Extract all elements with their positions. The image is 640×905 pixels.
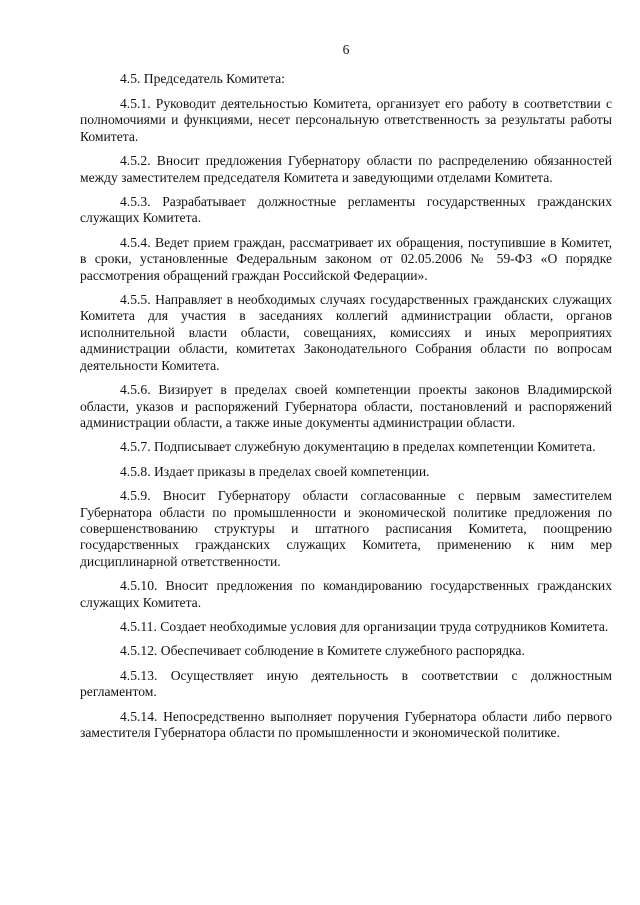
document-page [80, 42, 612, 749]
clause-4-5-2: 4.5.2. Вносит предложения Губернатору области по распределению обязанностей между заместителем председателя Комитета и заведующими отделами Комитета. [80, 153, 612, 185]
clause-4-5-3: 4.5.3. Разрабатывает должностные регламенты государственных гражданских служащих Комитета. [80, 194, 612, 226]
clause-4-5-7: 4.5.7. Подписывает служебную документацию в пределах компетенции Комитета. [120, 439, 596, 455]
clause-4-5-4: 4.5.4. Ведет прием граждан, рассматривает их обращения, поступившие в Комитет, в сроки, установленные Федеральным законом от 02.05.2006 № 59-ФЗ «О порядке рассмотрения обращений граждан Российской Федерации». [80, 234, 612, 283]
clause-4-5-1: 4.5.1. Руководит деятельностью Комитета, организует его работу в соответствии с полномочиями и функциями, несет персональную ответственность за результаты работы Комитета. [80, 96, 612, 144]
clause-4-5-11: 4.5.11. Создает необходимые условия для организации труда сотрудников Комитета. [120, 618, 609, 634]
clause-4-5-14: 4.5.14. Непосредственно выполняет поручения Губернатора области либо первого заместителя Губернатора области по промышленности и экономической политике. [80, 708, 612, 740]
section-title: 4.5. Председатель Комитета: [120, 71, 285, 86]
clause-4-5-12: 4.5.12. Обеспечивает соблюдение в Комитете служебного распорядка. [120, 643, 525, 659]
clause-4-5-9: 4.5.9. Вносит Губернатору области согласованные с первым заместителем Губернатора области по промышленности и экономической политике предложения по совершенствованию структуры и штатного расписания Комитета, поощрению государственных гражданских служащих Комитета, применению к ним мер дисциплинарной ответственности. [80, 488, 612, 569]
clause-4-5-13: 4.5.13. Осуществляет иную деятельность в соответствии с должностным регламентом. [80, 667, 612, 700]
clause-4-5-10: 4.5.10. Вносит предложения по командированию государственных гражданских служащих Комитета. [80, 578, 612, 610]
page-number: 6 [342, 42, 350, 57]
clause-4-5-5: 4.5.5. Направляет в необходимых случаях государственных гражданских служащих Комитета для участия в заседаниях коллегий администрации области, органов исполнительной власти области, совещаниях, комиссиях и иных мероприятиях администрации области, комитетах Законодательного Собрания области по вопросам деятельности Комитета. [80, 292, 612, 373]
clause-4-5-6: 4.5.6. Визирует в пределах своей компетенции проекты законов Владимирской области, указов и распоряжений Губернатора области, постановлений и распоряжений администрации области, а также иные документы администрации области. [80, 382, 612, 430]
clause-4-5-8: 4.5.8. Издает приказы в пределах своей компетенции. [120, 463, 430, 479]
